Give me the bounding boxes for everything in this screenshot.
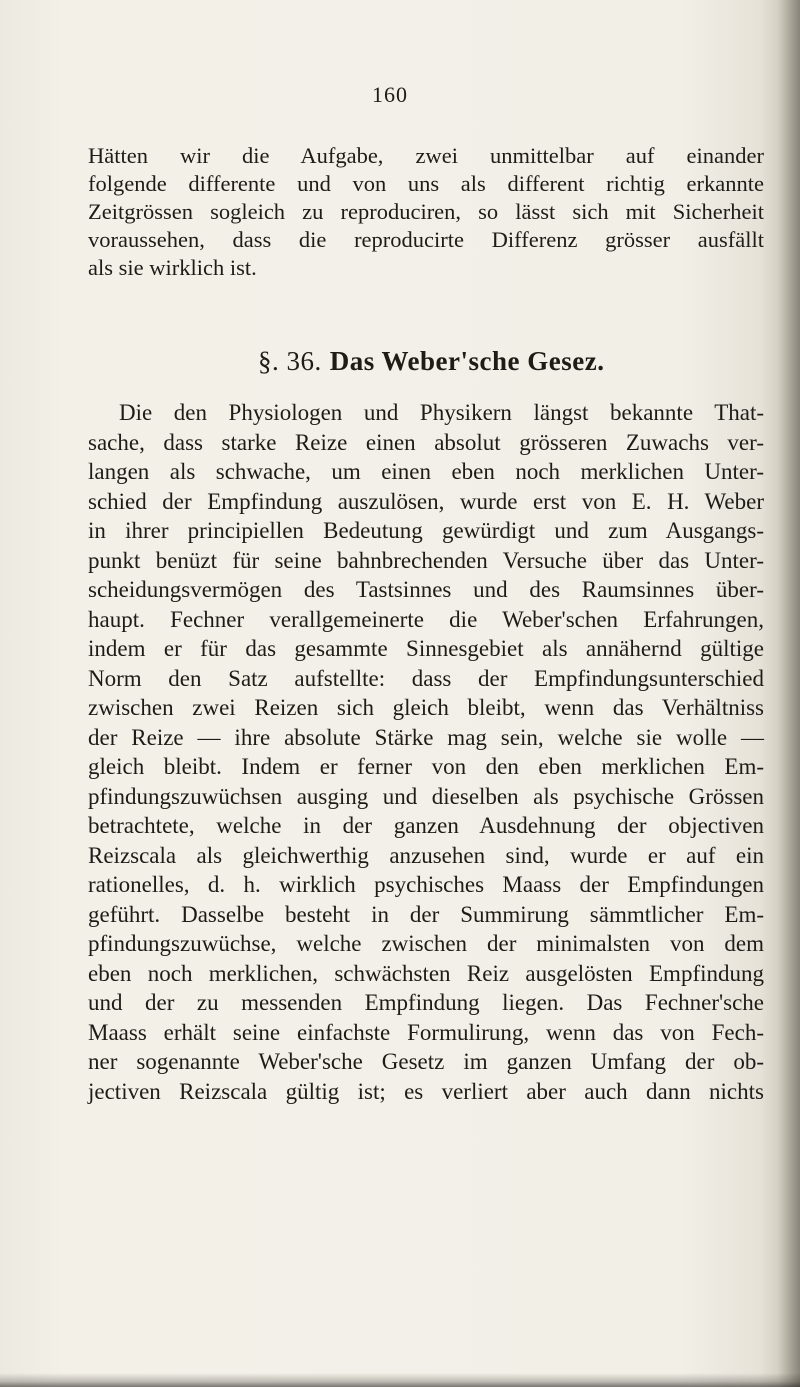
text-line: eben noch merklichen, schwächsten Reiz ausgelösten Empfindung xyxy=(88,960,764,986)
section-number: §. 36. xyxy=(258,346,322,376)
text-line: zwischen zwei Reizen sich gleich bleibt, wenn das Verhältniss xyxy=(88,695,764,720)
text-line: ner sogenannte Weber'sche Gesetz im ganzen Umfang der ob- xyxy=(88,1049,764,1074)
text-line: haupt. Fechner verallgemeinerte die Weber'schen Erfahrungen, xyxy=(88,606,764,632)
text-line: pfindungszuwüchse, welche zwischen der minimalsten von dem xyxy=(88,931,764,956)
section-title: Das Weber'sche Gesez. xyxy=(329,346,605,376)
page-edge-shadow xyxy=(778,0,800,1387)
text-line: der Reize — ihre absolute Stärke mag sein, welche sie wolle — xyxy=(88,724,764,750)
text-line: pfindungszuwüchsen ausging und dieselben als psychische Grössen xyxy=(88,783,764,809)
text-line: betrachtete, welche in der ganzen Ausdehnung der objectiven xyxy=(88,813,764,838)
text-line: sache, dass starke Reize einen absolut grösseren Zuwachs ver- xyxy=(88,429,764,455)
text-line: punkt benüzt für seine bahnbrechenden Versuche über das Unter- xyxy=(88,547,764,573)
text-line: folgende differente und von uns als different richtig erkannte xyxy=(88,171,764,196)
text-line: Hätten wir die Aufgabe, zwei unmittelbar auf einander xyxy=(88,143,764,168)
text-line: jectiven Reizscala gültig ist; es verliert aber auch dann nichts xyxy=(88,1078,764,1104)
text-line: Zeitgrössen sogleich zu reproduciren, so lässt sich mit Sicherheit xyxy=(88,199,764,224)
text-line: Maass erhält seine einfachste Formulirung, wenn das von Fech- xyxy=(88,1019,764,1045)
text-line: und der zu messenden Empfindung liegen. Das Fechner'sche xyxy=(88,990,764,1015)
section-heading xyxy=(258,346,604,377)
text-line: als sie wirklich ist. xyxy=(88,255,257,280)
paragraph-1 xyxy=(88,142,764,282)
text-line: geführt. Dasselbe besteht in der Summirung sämmtlicher Em- xyxy=(88,901,764,927)
text-line: gleich bleibt. Indem er ferner von den eben merklichen Em- xyxy=(88,754,764,779)
page-bottom-shadow xyxy=(0,1373,800,1387)
text-line: in ihrer principiellen Bedeutung gewürdigt und zum Ausgangs- xyxy=(88,518,764,543)
page-number: 160 xyxy=(372,82,408,107)
paragraph-2 xyxy=(88,398,764,1106)
text-line: Die den Physiologen und Physikern längst bekannte That- xyxy=(119,400,764,425)
text-line: scheidungsvermögen des Tastsinnes und des Raumsinnes über- xyxy=(88,577,764,602)
text-line: schied der Empfindung auszulösen, wurde erst von E. H. Weber xyxy=(88,488,764,514)
text-line: langen als schwache, um einen eben noch merklichen Unter- xyxy=(88,459,764,484)
text-line: voraussehen, dass die reproducirte Differenz grösser ausfällt xyxy=(88,227,764,252)
text-line: rationelles, d. h. wirklich psychisches Maass der Empfindungen xyxy=(88,872,764,897)
text-line: indem er für das gesammte Sinnesgebiet als annähernd gültige xyxy=(88,636,764,661)
text-line: Reizscala als gleichwerthig anzusehen sind, wurde er auf ein xyxy=(88,842,764,868)
text-line: Norm den Satz aufstellte: dass der Empfindungsunterschied xyxy=(88,665,764,691)
